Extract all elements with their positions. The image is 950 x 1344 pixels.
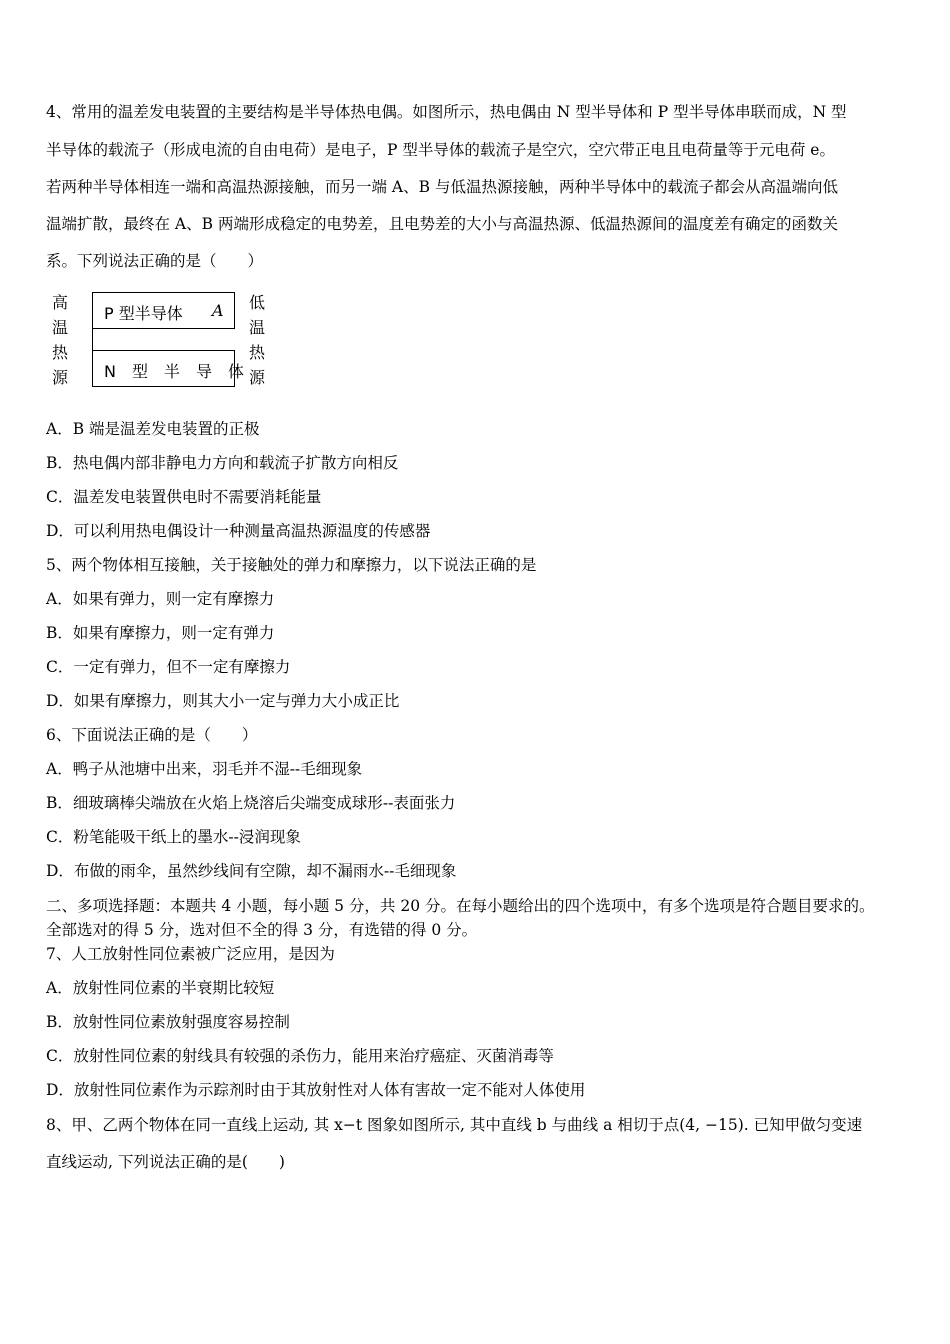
cold-source-label-2: 温 (248, 318, 265, 337)
q4-stem-line-5: 系。下列说法正确的是（ ） (46, 252, 264, 270)
q7-stem: 7、人工放射性同位素被广泛应用，是因为 (46, 945, 335, 963)
hot-source-label-1: 高 (51, 293, 68, 312)
section2-instructions-line-1: 二、多项选择题：本题共 4 小题，每小题 5 分，共 20 分。在每小题给出的四个选项中，有多个选项是符合题目要求的。 (46, 897, 875, 915)
q8-stem-line-2: 直线运动, 下列说法正确的是( ) (46, 1153, 285, 1171)
q4-stem-line-4: 温端扩散，最终在 A、B 两端形成稳定的电势差，且电势差的大小与高温热源、低温热源间的温度差有确定的函数关 (46, 215, 838, 233)
hot-source-label-2: 温 (51, 318, 68, 337)
hot-source-label-3: 热 (51, 343, 68, 362)
q6-option-d: D．布做的雨伞，虽然纱线间有空隙，却不漏雨水--毛细现象 (46, 862, 457, 880)
q6-option-a: A．鸭子从池塘中出来，羽毛并不湿--毛细现象 (46, 760, 363, 778)
section2-instructions-line-2: 全部选对的得 5 分，选对但不全的得 3 分，有选错的得 0 分。 (46, 921, 478, 939)
q6-option-c: C．粉笔能吸干纸上的墨水--浸润现象 (46, 828, 301, 846)
q8-stem-line-1: 8、甲、乙两个物体在同一直线上运动, 其 x−t 图象如图所示, 其中直线 b 与曲线 a 相切于点(4, −15). 已知甲做匀变速 (46, 1116, 863, 1134)
q5-option-b: B．如果有摩擦力，则一定有弹力 (46, 624, 275, 642)
q7-option-a: A．放射性同位素的半衰期比较短 (46, 979, 275, 997)
terminal-a-label: A (212, 301, 224, 320)
cold-source-label-3: 热 (248, 343, 265, 362)
q5-stem: 5、两个物体相互接触，关于接触处的弹力和摩擦力，以下说法正确的是 (46, 556, 537, 574)
thermocouple-diagram (46, 288, 276, 388)
q7-option-c: C．放射性同位素的射线具有较强的杀伤力，能用来治疗癌症、灭菌消毒等 (46, 1047, 554, 1065)
q4-stem-line-2: 半导体的载流子（形成电流的自由电荷）是电子，P 型半导体的载流子是空穴，空穴带正电且电荷量等于元电荷 e。 (46, 141, 835, 159)
q5-option-a: A．如果有弹力，则一定有摩擦力 (46, 590, 275, 608)
n-type-label: N 型 半 导 体 (104, 362, 244, 381)
cold-source-label-4: 源 (248, 368, 265, 387)
q5-option-c: C．一定有弹力，但不一定有摩擦力 (46, 658, 291, 676)
q4-option-b: B．热电偶内部非静电力方向和载流子扩散方向相反 (46, 454, 399, 472)
q7-option-b: B．放射性同位素放射强度容易控制 (46, 1013, 290, 1031)
q4-stem-line-1: 4、常用的温差发电装置的主要结构是半导体热电偶。如图所示，热电偶由 N 型半导体和 P 型半导体串联而成，N 型 (46, 103, 847, 121)
q7-option-d: D．放射性同位素作为示踪剂时由于其放射性对人体有害故一定不能对人体使用 (46, 1081, 586, 1099)
q4-option-a: A．B 端是温差发电装置的正极 (46, 420, 260, 438)
q5-option-d: D．如果有摩擦力，则其大小一定与弹力大小成正比 (46, 692, 400, 710)
p-type-label: P 型半导体 (104, 304, 183, 323)
cold-source-label-1: 低 (248, 293, 265, 312)
q4-stem-line-3: 若两种半导体相连一端和高温热源接触，而另一端 A、B 与低温热源接触，两种半导体中的载流子都会从高温端向低 (46, 178, 838, 196)
q6-option-b: B．细玻璃棒尖端放在火焰上烧溶后尖端变成球形--表面张力 (46, 794, 456, 812)
junction-connector (92, 329, 93, 351)
q4-option-d: D．可以利用热电偶设计一种测量高温热源温度的传感器 (46, 522, 431, 540)
hot-source-label-4: 源 (51, 368, 68, 387)
q4-option-c: C．温差发电装置供电时不需要消耗能量 (46, 488, 322, 506)
q6-stem: 6、下面说法正确的是（ ） (46, 726, 258, 744)
